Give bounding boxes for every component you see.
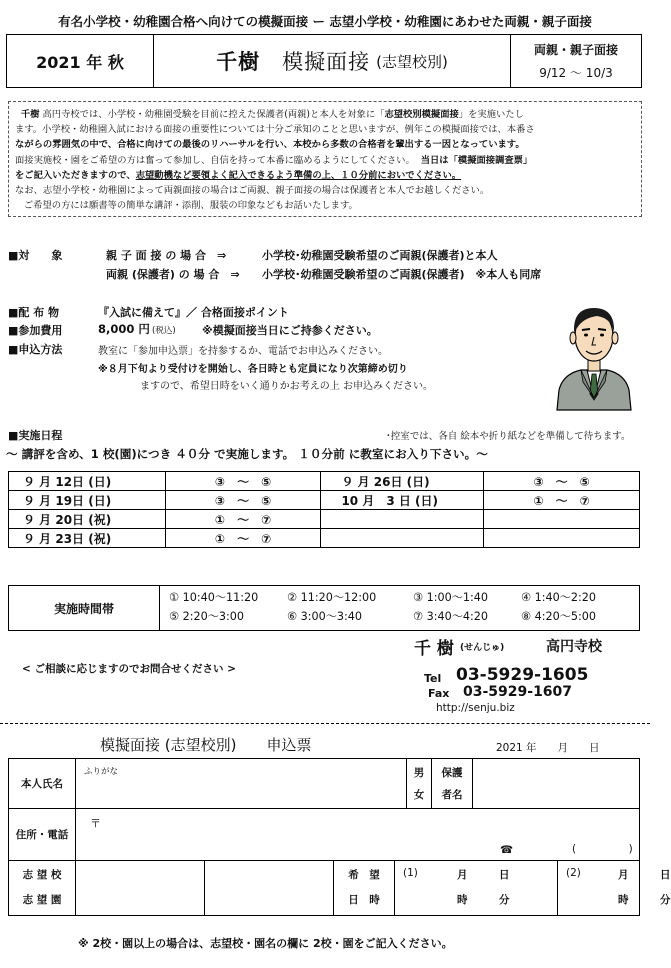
intro-underlined: 志望動機など要領よく記入できるよう準備の上、１０分前においでください。 [135, 169, 462, 181]
tel-label: Tel [424, 672, 442, 685]
intro-brand: 千樹 [20, 109, 40, 120]
furigana-label: ふりがな [84, 767, 119, 777]
date-cell: ９ 月 23日 (祝) [9, 529, 166, 548]
time-slot: ④ 1:40～2:20 [521, 591, 597, 604]
target-text-2: 小学校･幼稚園受験希望のご両親(保護者) ※本人も同席 [262, 268, 542, 281]
slot-number: (2) [566, 867, 581, 879]
guardian-label [432, 759, 473, 809]
time-slot: ⑧ 4:20～5:00 [521, 610, 597, 623]
slot-hour-min: 時 分 [618, 894, 671, 906]
intro-text: なお、志望小学校・幼稚園によって両親面接の場合はご両親、親子面接の場合は保護者と本人でお越しください。 [15, 185, 490, 197]
guardian-name-field[interactable] [473, 759, 640, 809]
wish-slot-1[interactable] [395, 861, 558, 915]
fee-tax: (税込) [152, 326, 176, 336]
slot-month-day: 月 日 [457, 869, 510, 881]
form-title: 模擬面接 (志望校別) 申込票 [100, 736, 312, 754]
name-label: 本人氏名 [9, 759, 76, 809]
handout-label: ■配 布 物 [8, 306, 60, 319]
form-date: 2021 年 月 日 [496, 742, 600, 754]
time-slot: ⑥ 3:00～3:40 [287, 610, 363, 623]
fax-label: Fax [428, 687, 450, 700]
sex-field[interactable] [407, 759, 432, 809]
date-cell: ９ 月 12日 (日) [9, 472, 166, 491]
slot-month-day: 月 日 [618, 869, 671, 881]
target-case-1: 親 子 面 接 の 場 合 ⇒ [106, 249, 227, 262]
school-label-2: 志 望 園 [22, 894, 62, 906]
apply-label: ■申込方法 [8, 343, 63, 356]
address-field[interactable] [76, 809, 640, 861]
target-label: ■対 象 [8, 249, 63, 262]
apply-line3: ますので、希望日時をいく通りかお考えの上 お申込みください。 [140, 381, 433, 392]
slot-range-cell: ① ～ ⑦ [165, 510, 321, 529]
apply-line1: 教室に「参加申込票」を持参するか、電話でお申込みください。 [98, 346, 388, 357]
date-cell [321, 510, 484, 529]
time-slots-label: 実施時間帯 [9, 586, 160, 630]
header-box [6, 34, 642, 88]
website-link[interactable]: http://senju.biz [436, 702, 515, 714]
guardian-label-1: 保護 [441, 766, 463, 779]
time-slot: ⑤ 2:20～3:00 [169, 610, 245, 623]
slot-hour-min: 時 分 [457, 894, 510, 906]
apply-line2: ※８月下旬より受付けを開始し、各日時とも定員になり次第締め切り [98, 364, 408, 375]
slot-range-cell: ③ ～ ⑤ [165, 472, 321, 491]
slot-range-cell [484, 510, 640, 529]
sex-male: 男 [413, 766, 425, 779]
interview-type: 両親・親子面接 [533, 43, 618, 57]
intro-text: 高円寺校では、小学校・幼稚園受験を目前に控えた保護者(両親)と本人を対象に「 [39, 109, 385, 120]
intro-highlight: 志望校別模擬面接 [384, 109, 459, 120]
schedule-table [8, 471, 640, 548]
fee-note: ※模擬面接当日にご持参ください。 [202, 324, 378, 337]
header-info [510, 35, 641, 87]
sex-female: 女 [413, 788, 425, 801]
school-subtable [76, 861, 671, 915]
time-slot: ⑦ 3:40～4:20 [413, 610, 489, 623]
wish-label-1: 希 望 [348, 869, 380, 881]
slot-range-cell: ③ ～ ⑤ [484, 472, 640, 491]
teacher-illustration [553, 298, 635, 410]
page-title: 模擬面接 [282, 50, 371, 74]
school-name: 千 樹 [414, 639, 454, 659]
school-branch: 高円寺校 [546, 639, 602, 655]
slot-range-cell [484, 529, 640, 548]
form-row-address [9, 809, 640, 861]
time-slots-grid [169, 589, 639, 627]
date-cell [321, 529, 484, 548]
address-label: 住所・電話 [9, 809, 76, 861]
school-field [76, 861, 671, 916]
school-choice-2[interactable] [205, 861, 334, 915]
school-choice-1[interactable] [76, 861, 205, 915]
target-text-1: 小学校･幼稚園受験希望のご両親(保護者)と本人 [262, 249, 498, 262]
intro-box [8, 101, 642, 217]
phone-icon: ☎ [500, 844, 514, 856]
slot-range-cell: ① ～ ⑦ [165, 529, 321, 548]
fee-label: ■参加費用 [8, 324, 63, 337]
cut-line [0, 723, 650, 724]
intro-text: をご記入いただきますので、 [15, 169, 136, 181]
header-title [153, 35, 511, 87]
tel-number-text: 03-5929-1605 [456, 665, 589, 685]
page-subtitle: (志望校別) [376, 52, 448, 71]
intro-text: 面接実施校・園をご希望の方は奮って参加し、自信を持って本番に臨めるようにしてください。 [15, 154, 415, 166]
fax-number: 03-5929-1607 [463, 684, 573, 700]
target-case-2: 両親 (保護者) の 場 合 ⇒ [106, 268, 240, 281]
date-cell: 10 月 3 日 (日) [321, 491, 484, 510]
application-form [8, 758, 671, 916]
table-row [9, 510, 640, 529]
waiting-room-note: ･控室では、各自 絵本や折り紙などを準備して待ちます。 [386, 431, 631, 442]
school-reading: (せんじゅ) [460, 643, 505, 653]
season: 2021 年 秋 [7, 35, 154, 87]
schedule-banner: ～ 講評を含め、1 校(園)につき ４０分 で実施します。 １０分前 に教室にお入り下さい。～ [6, 447, 488, 461]
phone-field: ( ) [572, 843, 633, 855]
brand-name: 千樹 [216, 50, 261, 74]
school-label [9, 861, 76, 916]
table-row [9, 472, 640, 491]
time-slots-box [8, 585, 640, 631]
top-banner: 有名小学校・幼稚園合格へ向けての模擬面接 ー 志望小学校・幼稚園にあわせた両親・親子面接 [58, 14, 592, 29]
form-row-name [9, 759, 640, 809]
table-row [9, 529, 640, 548]
consult-note: < ご相談に応じますのでお問合せください > [22, 663, 236, 675]
handout-value: 『入試に備えて』／ 合格面接ポイント [98, 306, 289, 319]
intro-text: ながらの雰囲気の中で、合格に向けての最後のリハーサルを行い、本校から多数の合格者を輩出する一因となっています。 [15, 139, 525, 151]
postal-mark: 〒 [90, 817, 101, 830]
date-cell: ９ 月 26日 (日) [321, 472, 484, 491]
school-label-1: 志 望 校 [22, 869, 62, 881]
intro-text: ます。小学校・幼稚園入試における面接の重要性については十分ご承知のことと思いますが、例年この模擬面接では、本番さ [15, 124, 535, 136]
slot-range-cell: ① ～ ⑦ [484, 491, 640, 510]
schedule-label: ■実施日程 [8, 429, 63, 442]
time-slot: ① 10:40～11:20 [169, 591, 259, 604]
slot-range-cell: ③ ～ ⑤ [165, 491, 321, 510]
date-cell: ９ 月 20日 (祝) [9, 510, 166, 529]
time-slot: ② 11:20～12:00 [287, 591, 377, 604]
date-cell: ９ 月 19日 (日) [9, 491, 166, 510]
form-row-school [9, 861, 640, 916]
fee-value: 8,000 円 [98, 322, 150, 336]
guardian-label-2: 者名 [441, 788, 463, 801]
wish-slot-2[interactable] [558, 861, 671, 915]
tel-number[interactable] [456, 665, 588, 685]
slot-number: (1) [403, 867, 418, 879]
wish-label [334, 861, 395, 915]
name-field[interactable] [76, 759, 407, 809]
intro-text: 」を実施いたし [458, 109, 524, 120]
time-slot: ③ 1:00～1:40 [413, 591, 489, 604]
form-footnote: ※ 2校・園以上の場合は、志望校・園名の欄に 2校・園をご記入ください。 [78, 937, 453, 950]
period: 9/12 ～ 10/3 [539, 66, 613, 80]
table-row [9, 491, 640, 510]
intro-text: ご希望の方には願書等の簡単な講評・添削、服装の印象などもお話いたします。 [23, 200, 358, 212]
intro-highlight: 当日は「模擬面接調査票」 [420, 154, 533, 166]
wish-label-2: 日 時 [348, 894, 380, 906]
